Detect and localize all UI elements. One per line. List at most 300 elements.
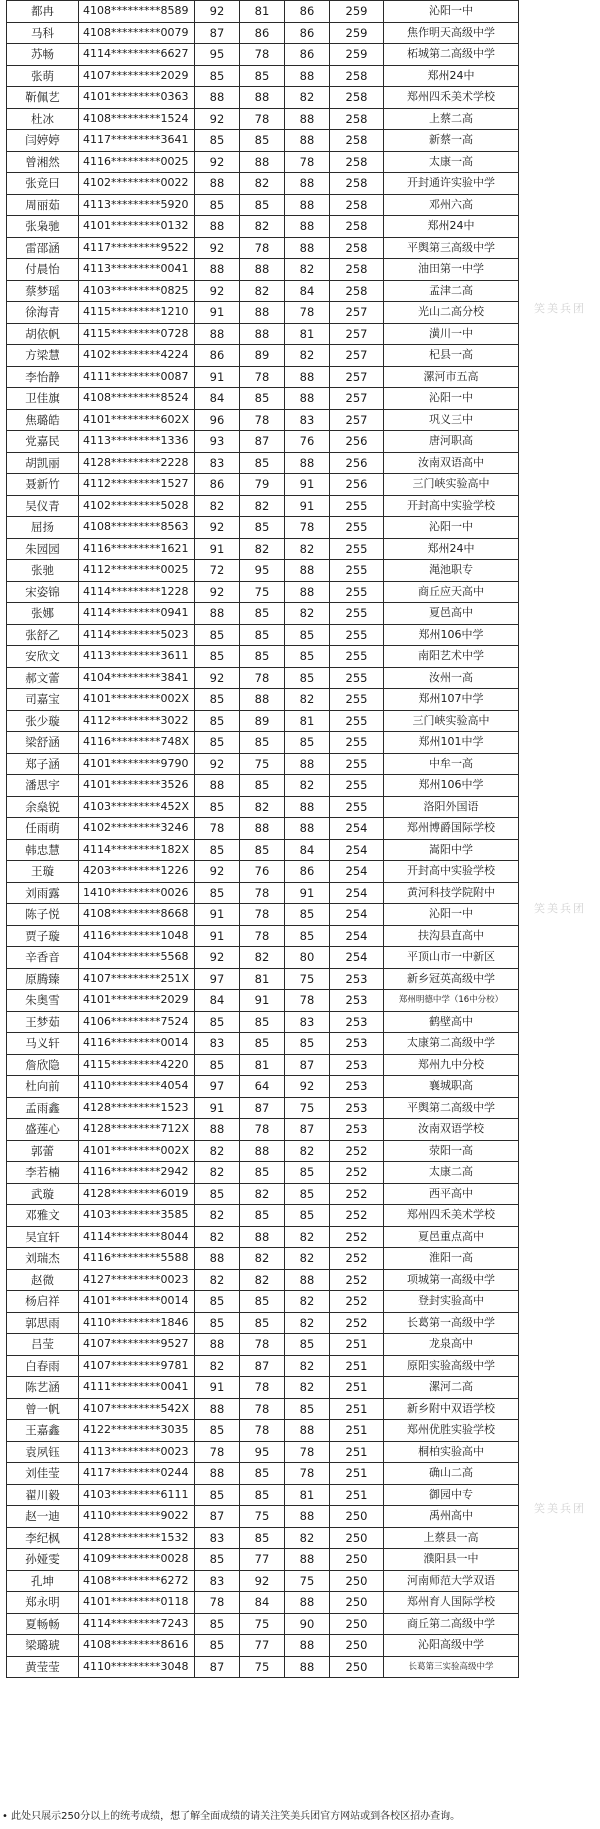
id-number: 4115*********0728 xyxy=(79,323,195,345)
id-number: 4117*********0244 xyxy=(79,1463,195,1485)
score-subject-2: 95 xyxy=(240,560,285,582)
total-score: 254 xyxy=(330,861,384,883)
school-name: 商丘第二高级中学 xyxy=(384,1613,519,1635)
score-subject-3: 78 xyxy=(285,1441,330,1463)
score-subject-2: 92 xyxy=(240,1570,285,1592)
score-subject-3: 90 xyxy=(285,1613,330,1635)
table-row xyxy=(7,495,519,517)
total-score: 252 xyxy=(330,1291,384,1313)
score-subject-1: 88 xyxy=(195,216,240,238)
score-subject-3: 88 xyxy=(285,194,330,216)
score-subject-1: 91 xyxy=(195,538,240,560)
student-name: 白春雨 xyxy=(7,1355,79,1377)
student-name: 卫佳旗 xyxy=(7,388,79,410)
score-subject-3: 82 xyxy=(285,1312,330,1334)
total-score: 251 xyxy=(330,1484,384,1506)
id-number: 4107*********9781 xyxy=(79,1355,195,1377)
table-row xyxy=(7,345,519,367)
id-number: 4108*********8589 xyxy=(79,1,195,23)
student-name: 张萌 xyxy=(7,65,79,87)
id-number: 4101*********002X xyxy=(79,1140,195,1162)
table-row xyxy=(7,818,519,840)
id-number: 4116*********5588 xyxy=(79,1248,195,1270)
table-row xyxy=(7,1355,519,1377)
score-subject-2: 85 xyxy=(240,65,285,87)
school-name: 郑州24中 xyxy=(384,65,519,87)
score-subject-2: 76 xyxy=(240,861,285,883)
score-subject-2: 75 xyxy=(240,581,285,603)
score-subject-3: 82 xyxy=(285,1140,330,1162)
id-number: 4101*********9790 xyxy=(79,753,195,775)
score-subject-3: 87 xyxy=(285,1054,330,1076)
score-subject-3: 86 xyxy=(285,861,330,883)
score-subject-3: 88 xyxy=(285,560,330,582)
score-subject-3: 75 xyxy=(285,1097,330,1119)
school-name: 郑州106中学 xyxy=(384,775,519,797)
score-subject-3: 85 xyxy=(285,1033,330,1055)
total-score: 253 xyxy=(330,1033,384,1055)
school-name: 郑州九中分校 xyxy=(384,1054,519,1076)
total-score: 250 xyxy=(330,1592,384,1614)
score-subject-3: 88 xyxy=(285,366,330,388)
score-subject-3: 88 xyxy=(285,1635,330,1657)
id-number: 4107*********2029 xyxy=(79,65,195,87)
score-subject-2: 81 xyxy=(240,1054,285,1076)
table-row xyxy=(7,1054,519,1076)
score-subject-3: 75 xyxy=(285,968,330,990)
student-name: 王梦茹 xyxy=(7,1011,79,1033)
total-score: 259 xyxy=(330,44,384,66)
score-subject-1: 85 xyxy=(195,646,240,668)
score-subject-1: 85 xyxy=(195,1312,240,1334)
total-score: 251 xyxy=(330,1441,384,1463)
student-name: 安欣文 xyxy=(7,646,79,668)
school-name: 潢川一中 xyxy=(384,323,519,345)
total-score: 251 xyxy=(330,1355,384,1377)
id-number: 4114*********7243 xyxy=(79,1613,195,1635)
student-name: 李怡静 xyxy=(7,366,79,388)
score-subject-2: 82 xyxy=(240,538,285,560)
student-name: 徐海青 xyxy=(7,302,79,324)
score-subject-2: 88 xyxy=(240,818,285,840)
score-subject-1: 82 xyxy=(195,1226,240,1248)
score-subject-1: 85 xyxy=(195,1420,240,1442)
student-name: 司嘉宝 xyxy=(7,689,79,711)
school-name: 项城第一高级中学 xyxy=(384,1269,519,1291)
id-number: 4116*********0025 xyxy=(79,151,195,173)
table-row xyxy=(7,1097,519,1119)
total-score: 254 xyxy=(330,925,384,947)
id-number: 4101*********0132 xyxy=(79,216,195,238)
score-subject-2: 85 xyxy=(240,517,285,539)
table-row xyxy=(7,1613,519,1635)
table-row xyxy=(7,1635,519,1657)
score-subject-1: 87 xyxy=(195,22,240,44)
student-name: 盛莲心 xyxy=(7,1119,79,1141)
total-score: 251 xyxy=(330,1398,384,1420)
score-subject-2: 85 xyxy=(240,1033,285,1055)
score-subject-3: 88 xyxy=(285,1549,330,1571)
score-subject-1: 92 xyxy=(195,947,240,969)
score-subject-2: 78 xyxy=(240,44,285,66)
score-subject-1: 83 xyxy=(195,1570,240,1592)
score-subject-2: 88 xyxy=(240,1140,285,1162)
score-subject-2: 84 xyxy=(240,1592,285,1614)
school-name: 开封高中实验学校 xyxy=(384,495,519,517)
id-number: 4103*********0825 xyxy=(79,280,195,302)
school-name: 油田第一中学 xyxy=(384,259,519,281)
table-row xyxy=(7,710,519,732)
score-subject-3: 86 xyxy=(285,22,330,44)
table-row xyxy=(7,108,519,130)
school-name: 平舆第二高级中学 xyxy=(384,1097,519,1119)
score-subject-2: 82 xyxy=(240,495,285,517)
score-subject-1: 92 xyxy=(195,581,240,603)
id-number: 4114*********182X xyxy=(79,839,195,861)
student-name: 马义轩 xyxy=(7,1033,79,1055)
total-score: 257 xyxy=(330,323,384,345)
student-name: 马科 xyxy=(7,22,79,44)
table-row xyxy=(7,1140,519,1162)
school-name: 淮阳一高 xyxy=(384,1248,519,1270)
student-name: 贾子璇 xyxy=(7,925,79,947)
total-score: 252 xyxy=(330,1269,384,1291)
school-name: 郑州四禾美术学校 xyxy=(384,1205,519,1227)
total-score: 250 xyxy=(330,1527,384,1549)
table-row xyxy=(7,194,519,216)
total-score: 253 xyxy=(330,1119,384,1141)
score-subject-2: 81 xyxy=(240,1,285,23)
table-row xyxy=(7,431,519,453)
score-subject-1: 92 xyxy=(195,1,240,23)
table-row xyxy=(7,173,519,195)
student-name: 余燊锐 xyxy=(7,796,79,818)
total-score: 254 xyxy=(330,904,384,926)
id-number: 4116*********2942 xyxy=(79,1162,195,1184)
score-subject-3: 88 xyxy=(285,216,330,238)
score-subject-3: 81 xyxy=(285,1484,330,1506)
school-name: 沁阳高级中学 xyxy=(384,1635,519,1657)
score-subject-1: 82 xyxy=(195,1205,240,1227)
school-name: 中牟一高 xyxy=(384,753,519,775)
score-subject-3: 88 xyxy=(285,173,330,195)
id-number: 4101*********0014 xyxy=(79,1291,195,1313)
school-name: 扶沟县直高中 xyxy=(384,925,519,947)
table-row xyxy=(7,1226,519,1248)
score-subject-3: 88 xyxy=(285,1506,330,1528)
table-row xyxy=(7,753,519,775)
score-subject-3: 85 xyxy=(285,1183,330,1205)
table-row xyxy=(7,323,519,345)
id-number: 4107*********251X xyxy=(79,968,195,990)
student-name: 焦璐皓 xyxy=(7,409,79,431)
table-row xyxy=(7,452,519,474)
score-subject-3: 76 xyxy=(285,431,330,453)
id-number: 4117*********9522 xyxy=(79,237,195,259)
score-subject-2: 88 xyxy=(240,259,285,281)
total-score: 252 xyxy=(330,1140,384,1162)
table-row xyxy=(7,560,519,582)
total-score: 258 xyxy=(330,130,384,152)
student-name: 陈子悦 xyxy=(7,904,79,926)
student-name: 张娜 xyxy=(7,603,79,625)
id-number: 4101*********0118 xyxy=(79,1592,195,1614)
id-number: 4108*********0079 xyxy=(79,22,195,44)
score-subject-1: 85 xyxy=(195,796,240,818)
student-name: 杜向前 xyxy=(7,1076,79,1098)
score-subject-3: 85 xyxy=(285,624,330,646)
id-number: 4101*********002X xyxy=(79,689,195,711)
student-name: 蔡梦瑶 xyxy=(7,280,79,302)
total-score: 255 xyxy=(330,538,384,560)
student-name: 郝文蕾 xyxy=(7,667,79,689)
school-name: 汝南双语高中 xyxy=(384,452,519,474)
student-name: 李纪枫 xyxy=(7,1527,79,1549)
score-subject-3: 82 xyxy=(285,259,330,281)
school-name: 新蔡一高 xyxy=(384,130,519,152)
score-subject-3: 84 xyxy=(285,839,330,861)
score-subject-1: 82 xyxy=(195,1269,240,1291)
score-subject-2: 87 xyxy=(240,431,285,453)
score-subject-1: 88 xyxy=(195,1119,240,1141)
score-subject-1: 85 xyxy=(195,1183,240,1205)
id-number: 4113*********5920 xyxy=(79,194,195,216)
score-sheet xyxy=(6,0,518,1678)
score-subject-2: 88 xyxy=(240,689,285,711)
total-score: 251 xyxy=(330,1463,384,1485)
watermark: 笑美兵团 xyxy=(534,902,586,915)
score-subject-3: 86 xyxy=(285,1,330,23)
score-subject-1: 86 xyxy=(195,474,240,496)
score-subject-2: 87 xyxy=(240,1355,285,1377)
student-name: 张舒乙 xyxy=(7,624,79,646)
student-name: 郭思雨 xyxy=(7,1312,79,1334)
score-subject-2: 78 xyxy=(240,667,285,689)
student-name: 邓雅文 xyxy=(7,1205,79,1227)
id-number: 4108*********8668 xyxy=(79,904,195,926)
score-subject-3: 88 xyxy=(285,108,330,130)
score-subject-1: 88 xyxy=(195,1334,240,1356)
score-subject-2: 85 xyxy=(240,1527,285,1549)
school-name: 嵩阳中学 xyxy=(384,839,519,861)
school-name: 三门峡实验高中 xyxy=(384,710,519,732)
table-row xyxy=(7,796,519,818)
student-name: 孙娅雯 xyxy=(7,1549,79,1571)
school-name: 孟津二高 xyxy=(384,280,519,302)
table-row xyxy=(7,839,519,861)
score-subject-3: 82 xyxy=(285,538,330,560)
student-name: 辛香音 xyxy=(7,947,79,969)
score-subject-2: 85 xyxy=(240,1312,285,1334)
score-subject-3: 86 xyxy=(285,44,330,66)
table-row xyxy=(7,474,519,496)
school-name: 新乡附中双语学校 xyxy=(384,1398,519,1420)
score-subject-3: 78 xyxy=(285,302,330,324)
table-row xyxy=(7,1,519,23)
school-name: 濮阳县一中 xyxy=(384,1549,519,1571)
score-subject-2: 85 xyxy=(240,452,285,474)
score-subject-1: 88 xyxy=(195,323,240,345)
school-name: 光山二高分校 xyxy=(384,302,519,324)
score-subject-3: 85 xyxy=(285,732,330,754)
student-name: 任雨萌 xyxy=(7,818,79,840)
school-name: 荥阳一高 xyxy=(384,1140,519,1162)
school-name: 郑州优胜实验学校 xyxy=(384,1420,519,1442)
score-subject-1: 88 xyxy=(195,173,240,195)
score-table xyxy=(6,0,519,1678)
score-subject-2: 89 xyxy=(240,345,285,367)
score-subject-1: 92 xyxy=(195,517,240,539)
score-subject-3: 84 xyxy=(285,280,330,302)
student-name: 方梁慧 xyxy=(7,345,79,367)
school-name: 汝州一高 xyxy=(384,667,519,689)
score-subject-3: 82 xyxy=(285,689,330,711)
student-name: 李若楠 xyxy=(7,1162,79,1184)
student-name: 翟川毅 xyxy=(7,1484,79,1506)
score-subject-2: 75 xyxy=(240,1506,285,1528)
school-name: 邓州六高 xyxy=(384,194,519,216)
score-subject-1: 85 xyxy=(195,130,240,152)
table-row xyxy=(7,366,519,388)
total-score: 255 xyxy=(330,753,384,775)
total-score: 255 xyxy=(330,732,384,754)
student-name: 原腾臻 xyxy=(7,968,79,990)
student-name: 靳佩艺 xyxy=(7,87,79,109)
student-name: 孟雨鑫 xyxy=(7,1097,79,1119)
table-row xyxy=(7,237,519,259)
table-row xyxy=(7,1592,519,1614)
total-score: 258 xyxy=(330,65,384,87)
school-name: 确山二高 xyxy=(384,1463,519,1485)
score-subject-2: 77 xyxy=(240,1635,285,1657)
id-number: 4114*********6627 xyxy=(79,44,195,66)
score-subject-1: 91 xyxy=(195,904,240,926)
score-subject-2: 89 xyxy=(240,710,285,732)
score-subject-3: 88 xyxy=(285,1420,330,1442)
student-name: 陈艺涵 xyxy=(7,1377,79,1399)
table-row xyxy=(7,22,519,44)
score-subject-1: 92 xyxy=(195,861,240,883)
table-row xyxy=(7,1076,519,1098)
school-name: 沁阳一中 xyxy=(384,1,519,23)
student-name: 王嘉鑫 xyxy=(7,1420,79,1442)
score-subject-1: 85 xyxy=(195,1011,240,1033)
school-name: 上蔡二高 xyxy=(384,108,519,130)
table-row xyxy=(7,1420,519,1442)
score-subject-1: 84 xyxy=(195,990,240,1012)
watermark: 笑美兵团 xyxy=(534,1502,586,1515)
total-score: 255 xyxy=(330,495,384,517)
student-name: 梁舒涵 xyxy=(7,732,79,754)
total-score: 254 xyxy=(330,818,384,840)
table-row xyxy=(7,947,519,969)
school-name: 龙泉高中 xyxy=(384,1334,519,1356)
table-row xyxy=(7,732,519,754)
student-name: 潘思宇 xyxy=(7,775,79,797)
table-row xyxy=(7,259,519,281)
score-subject-1: 96 xyxy=(195,409,240,431)
score-subject-2: 85 xyxy=(240,388,285,410)
school-name: 禹州高中 xyxy=(384,1506,519,1528)
total-score: 258 xyxy=(330,216,384,238)
total-score: 255 xyxy=(330,581,384,603)
score-subject-2: 85 xyxy=(240,732,285,754)
score-subject-1: 88 xyxy=(195,1398,240,1420)
score-subject-1: 78 xyxy=(195,1441,240,1463)
score-subject-3: 88 xyxy=(285,1269,330,1291)
score-subject-3: 75 xyxy=(285,1570,330,1592)
total-score: 253 xyxy=(330,968,384,990)
score-subject-2: 78 xyxy=(240,108,285,130)
score-subject-2: 75 xyxy=(240,1613,285,1635)
id-number: 4127*********0023 xyxy=(79,1269,195,1291)
total-score: 254 xyxy=(330,839,384,861)
total-score: 257 xyxy=(330,409,384,431)
score-subject-2: 78 xyxy=(240,1398,285,1420)
score-subject-3: 81 xyxy=(285,323,330,345)
score-subject-1: 97 xyxy=(195,1076,240,1098)
score-subject-3: 88 xyxy=(285,130,330,152)
score-subject-3: 78 xyxy=(285,1463,330,1485)
id-number: 4108*********8616 xyxy=(79,1635,195,1657)
school-name: 商丘应天高中 xyxy=(384,581,519,603)
score-subject-2: 82 xyxy=(240,280,285,302)
id-number: 4107*********542X xyxy=(79,1398,195,1420)
school-name: 长葛第三实验高级中学 xyxy=(384,1656,519,1678)
total-score: 257 xyxy=(330,388,384,410)
id-number: 4102*********0022 xyxy=(79,173,195,195)
total-score: 253 xyxy=(330,1097,384,1119)
score-subject-1: 83 xyxy=(195,1033,240,1055)
score-subject-1: 82 xyxy=(195,1355,240,1377)
table-row xyxy=(7,388,519,410)
student-name: 雷邵涵 xyxy=(7,237,79,259)
score-subject-1: 85 xyxy=(195,1291,240,1313)
score-subject-3: 78 xyxy=(285,517,330,539)
student-name: 胡凯丽 xyxy=(7,452,79,474)
table-row xyxy=(7,646,519,668)
student-name: 吴仪青 xyxy=(7,495,79,517)
score-subject-3: 85 xyxy=(285,904,330,926)
student-name: 韩忠慧 xyxy=(7,839,79,861)
total-score: 256 xyxy=(330,431,384,453)
score-subject-1: 85 xyxy=(195,1054,240,1076)
school-name: 鹤壁高中 xyxy=(384,1011,519,1033)
total-score: 255 xyxy=(330,775,384,797)
score-subject-2: 81 xyxy=(240,968,285,990)
id-number: 4128*********1523 xyxy=(79,1097,195,1119)
score-subject-2: 88 xyxy=(240,151,285,173)
id-number: 4113*********0023 xyxy=(79,1441,195,1463)
school-name: 汝南双语学校 xyxy=(384,1119,519,1141)
score-subject-2: 88 xyxy=(240,302,285,324)
score-subject-1: 92 xyxy=(195,280,240,302)
total-score: 257 xyxy=(330,302,384,324)
student-name: 詹欣隐 xyxy=(7,1054,79,1076)
score-subject-3: 78 xyxy=(285,990,330,1012)
school-name: 郑州育人国际学校 xyxy=(384,1592,519,1614)
table-row xyxy=(7,1291,519,1313)
school-name: 夏邑重点高中 xyxy=(384,1226,519,1248)
id-number: 4107*********9527 xyxy=(79,1334,195,1356)
total-score: 250 xyxy=(330,1506,384,1528)
score-subject-3: 78 xyxy=(285,151,330,173)
table-row xyxy=(7,1119,519,1141)
total-score: 252 xyxy=(330,1205,384,1227)
student-name: 屈扬 xyxy=(7,517,79,539)
score-subject-1: 83 xyxy=(195,1527,240,1549)
school-name: 南阳艺术中学 xyxy=(384,646,519,668)
